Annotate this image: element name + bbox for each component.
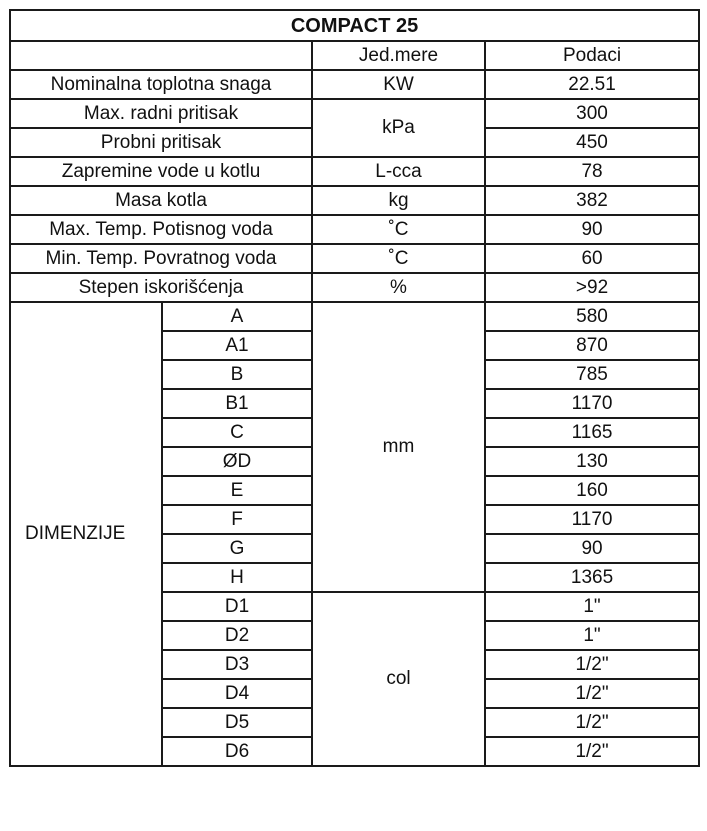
dimensions-label: DIMENZIJE bbox=[10, 302, 162, 766]
dimension-value: 1/2" bbox=[485, 650, 699, 679]
row-value: 90 bbox=[485, 215, 699, 244]
dimension-name: C bbox=[162, 418, 312, 447]
dimension-value: 1/2" bbox=[485, 679, 699, 708]
dimension-name: D4 bbox=[162, 679, 312, 708]
row-label: Max. radni pritisak bbox=[10, 99, 312, 128]
row-label: Masa kotla bbox=[10, 186, 312, 215]
dimension-name: B1 bbox=[162, 389, 312, 418]
spec-table bbox=[9, 9, 700, 767]
row-label: Min. Temp. Povratnog voda bbox=[10, 244, 312, 273]
dimension-value: 90 bbox=[485, 534, 699, 563]
dimension-name: A1 bbox=[162, 331, 312, 360]
row-label: Zapremine vode u kotlu bbox=[10, 157, 312, 186]
row-value: 60 bbox=[485, 244, 699, 273]
header-value: Podaci bbox=[485, 41, 699, 70]
table-title: COMPACT 25 bbox=[10, 10, 699, 41]
table-row bbox=[10, 215, 699, 244]
dimension-value: 160 bbox=[485, 476, 699, 505]
table-row bbox=[10, 70, 699, 99]
row-label: Nominalna toplotna snaga bbox=[10, 70, 312, 99]
header-row bbox=[10, 41, 699, 70]
dimension-name: F bbox=[162, 505, 312, 534]
row-unit: ˚C bbox=[312, 215, 485, 244]
row-value: 300 bbox=[485, 99, 699, 128]
dimension-value: 1/2" bbox=[485, 708, 699, 737]
dimension-value: 1" bbox=[485, 592, 699, 621]
row-unit: ˚C bbox=[312, 244, 485, 273]
dimension-value: 1170 bbox=[485, 505, 699, 534]
dimension-name: B bbox=[162, 360, 312, 389]
dimension-unit-col: col bbox=[312, 592, 485, 766]
row-value: >92 bbox=[485, 273, 699, 302]
row-unit: kPa bbox=[312, 99, 485, 157]
dimension-name: D1 bbox=[162, 592, 312, 621]
row-value: 450 bbox=[485, 128, 699, 157]
row-value: 382 bbox=[485, 186, 699, 215]
header-unit: Jed.mere bbox=[312, 41, 485, 70]
row-unit: KW bbox=[312, 70, 485, 99]
row-label: Stepen iskorišćenja bbox=[10, 273, 312, 302]
dimension-value: 580 bbox=[485, 302, 699, 331]
dimension-name: ØD bbox=[162, 447, 312, 476]
dimension-value: 870 bbox=[485, 331, 699, 360]
row-unit: % bbox=[312, 273, 485, 302]
table-row bbox=[10, 244, 699, 273]
dimension-value: 1165 bbox=[485, 418, 699, 447]
dimension-value: 1365 bbox=[485, 563, 699, 592]
dimension-value: 785 bbox=[485, 360, 699, 389]
row-value: 22.51 bbox=[485, 70, 699, 99]
dimension-name: D5 bbox=[162, 708, 312, 737]
header-empty-cell bbox=[10, 41, 312, 70]
dimension-value: 1" bbox=[485, 621, 699, 650]
dimension-name: E bbox=[162, 476, 312, 505]
dimension-unit-mm: mm bbox=[312, 302, 485, 592]
row-unit: kg bbox=[312, 186, 485, 215]
table-row bbox=[10, 99, 699, 128]
dimension-name: D3 bbox=[162, 650, 312, 679]
row-unit: L-cca bbox=[312, 157, 485, 186]
dimension-name: D6 bbox=[162, 737, 312, 766]
title-row bbox=[10, 10, 699, 41]
table-row bbox=[10, 186, 699, 215]
dimension-name: A bbox=[162, 302, 312, 331]
dimension-value: 1170 bbox=[485, 389, 699, 418]
row-label: Max. Temp. Potisnog voda bbox=[10, 215, 312, 244]
table-row bbox=[10, 157, 699, 186]
table-row bbox=[10, 273, 699, 302]
dimension-value: 130 bbox=[485, 447, 699, 476]
dimension-name: H bbox=[162, 563, 312, 592]
row-label: Probni pritisak bbox=[10, 128, 312, 157]
dimension-value: 1/2" bbox=[485, 737, 699, 766]
dimension-row bbox=[10, 302, 699, 331]
dimension-name: G bbox=[162, 534, 312, 563]
row-value: 78 bbox=[485, 157, 699, 186]
dimension-name: D2 bbox=[162, 621, 312, 650]
